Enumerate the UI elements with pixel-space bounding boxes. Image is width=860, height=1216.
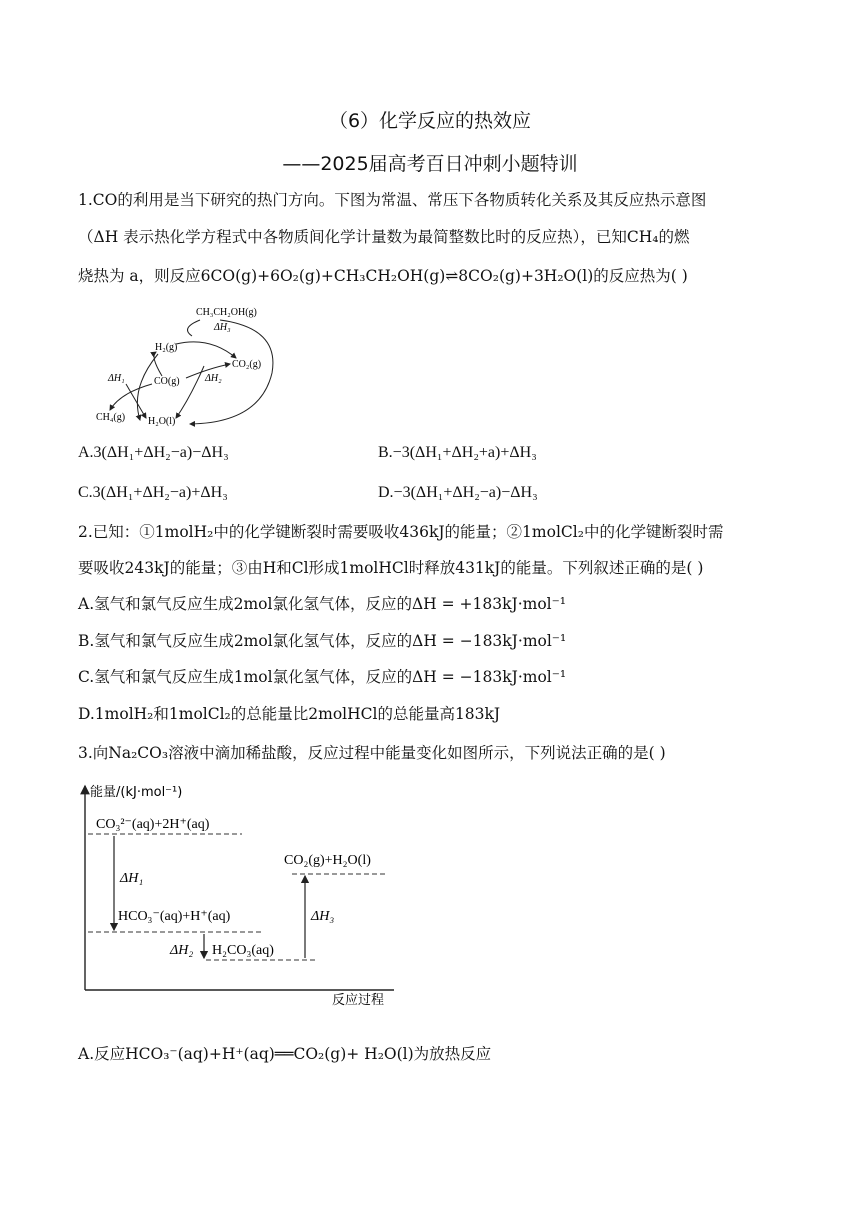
q2-option-c[interactable]: C.氢气和氯气反应生成1mol氯化氢气体，反应的ΔH = −183kJ·mol⁻¹ [78,668,567,686]
q3-level-4-label: CO₂(g)+H₂O(l) [284,853,371,868]
q3-dh1-label: ΔH₁ [120,871,144,886]
q2-option-b[interactable]: B.氢气和氯气反应生成2mol氯化氢气体，反应的ΔH = −183kJ·mol⁻¹ [78,632,567,650]
q3-x-axis-label: 反应过程 [332,993,385,1008]
q1-dh2-label: ΔH₂ [205,373,222,384]
q1-dh1-label: ΔH₁ [108,373,125,384]
q3-line-1: 3.向Na₂CO₃溶液中滴加稀盐酸，反应过程中能量变化如图所示，下列说法正确的是( ) [78,744,666,762]
q1-ethanol-label: CH₃CH₂OH(g) [196,307,257,318]
q1-option-c[interactable]: C.3(ΔH₁+ΔH₂−a)+ΔH₃ [78,484,228,501]
q1-option-b[interactable]: B.−3(ΔH₁+ΔH₂+a)+ΔH₃ [378,444,537,461]
q3-level-2-label: HCO₃⁻(aq)+H⁺(aq) [118,909,231,924]
q1-ch4-label: CH₄(g) [96,412,126,423]
q3-option-a[interactable]: A.反应HCO₃⁻(aq)+H⁺(aq)══CO₂(g)+ H₂O(l)为放热反应 [78,1045,492,1063]
q1-co-label: CO(g) [154,376,180,387]
q1-line-3: 烧热为 a，则反应6CO(g)+6O₂(g)+CH₃CH₂OH(g)⇌8CO₂(g)+3H₂O(l)的反应热为( ) [78,267,688,285]
q2-line-1: 2.已知：①1molH₂中的化学键断裂时需要吸收436kJ的能量；②1molCl₂中的化学键断裂时需 [78,523,724,541]
page-title: （6）化学反应的热效应 [328,110,532,132]
q3-level-3-label: H₂CO₃(aq) [212,943,274,958]
q3-energy-diagram [76,778,416,1010]
q1-line-1: 1.CO的利用是当下研究的热门方向。下图为常温、常压下各物质转化关系及其反应热示意图 [78,191,707,209]
q3-dh2-label: ΔH₂ [170,943,194,958]
q2-line-2: 要吸收243kJ的能量；③由H和Cl形成1molHCl时释放431kJ的能量。下列叙述正确的是( ) [78,559,704,577]
q1-dh3-label: ΔH₃ [214,322,231,333]
q3-level-1-label: CO₃²⁻(aq)+2H⁺(aq) [96,817,210,832]
page-subtitle: ——2025届高考百日冲刺小题特训 [282,153,578,175]
q2-option-a[interactable]: A.氢气和氯气反应生成2mol氯化氢气体，反应的ΔH = +183kJ·mol⁻¹ [78,595,567,613]
q1-transformation-diagram [80,298,290,438]
q1-h2o-label: H₂O(l) [148,416,176,427]
q2-option-d[interactable]: D.1molH₂和1molCl₂的总能量比2molHCl的总能量高183kJ [78,705,501,723]
q3-y-axis-label: 能量/(kJ·mol⁻¹) [90,785,183,800]
q1-line-2: （ΔH 表示热化学方程式中各物质间化学计量数为最简整数比时的反应热），已知CH₄的燃 [78,228,690,246]
q1-co2-label: CO₂(g) [232,359,262,370]
q1-h2-label: H₂(g) [155,342,178,353]
q3-dh3-label: ΔH₃ [311,909,335,924]
q1-option-d[interactable]: D.−3(ΔH₁+ΔH₂−a)−ΔH₃ [378,484,538,501]
q1-option-a[interactable]: A.3(ΔH₁+ΔH₂−a)−ΔH₃ [78,444,229,461]
